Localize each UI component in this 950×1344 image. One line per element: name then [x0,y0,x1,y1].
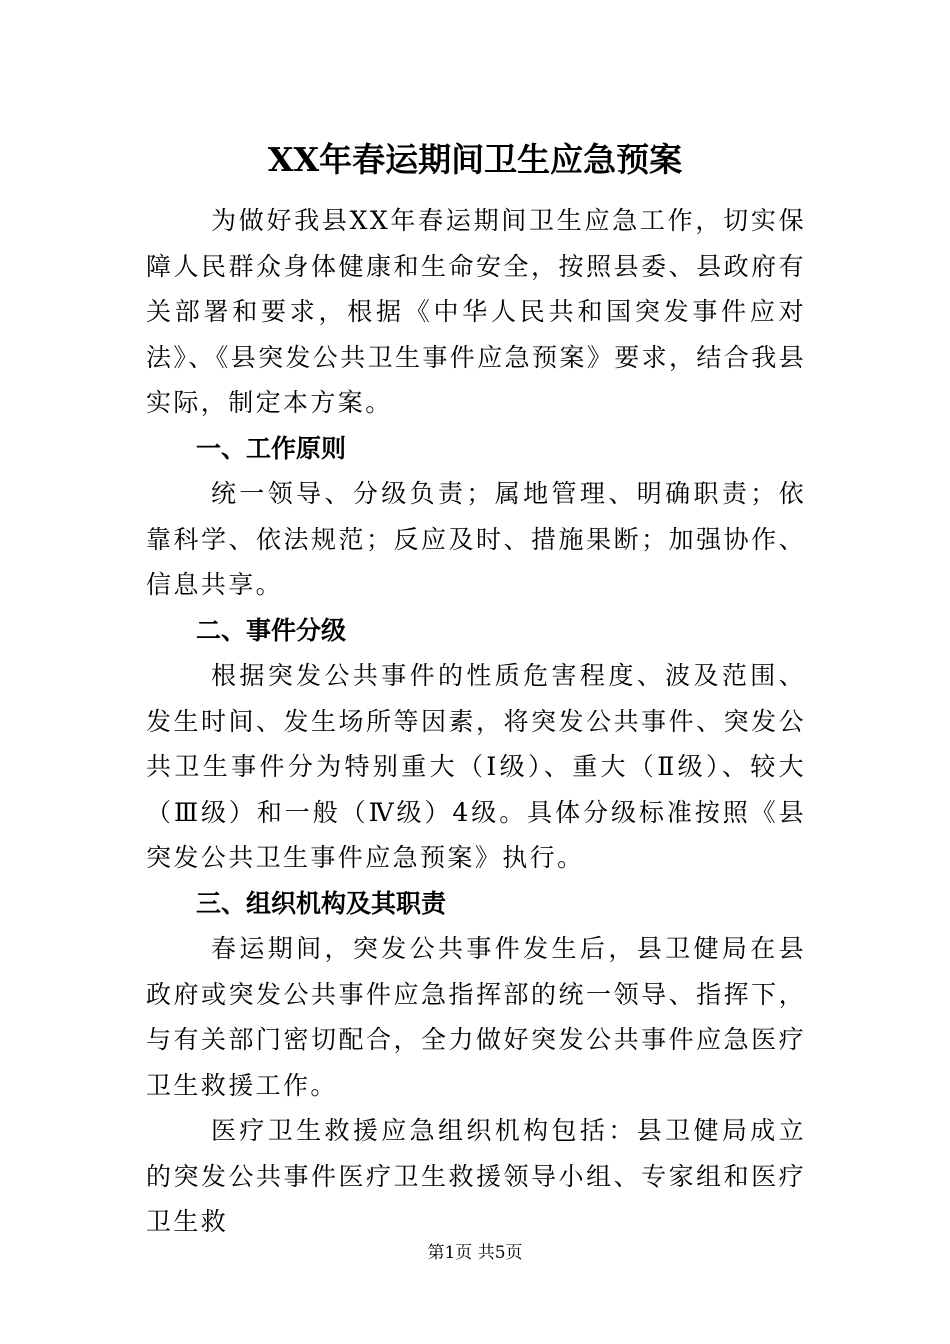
document-body [146,198,806,1245]
paragraph-grading: 根据突发公共事件的性质危害程度、波及范围、发生时间、发生场所等因素，将突发公共事件、突发公共卫生事件分为特别重大（Ⅰ级）、重大（Ⅱ级）、较大（Ⅲ级）和一般（Ⅳ级）4级。具体分级标准按照《县突发公共卫生事件应急预案》执行。 [146,661,806,872]
paragraph-organization: 春运期间，突发公共事件发生后，县卫健局在县政府或突发公共事件应急指挥部的统一领导、指挥下，与有关部门密切配合，全力做好突发公共事件应急医疗卫生救援工作。 [146,934,806,1100]
section-heading-organization: 三、组织机构及其职责 [196,888,447,918]
document-title: XX年春运期间卫生应急预案 [267,140,683,179]
section-heading-grading: 二、事件分级 [196,615,347,645]
paragraph-principles: 统一领导、分级负责；属地管理、明确职责；依靠科学、依法规范；反应及时、措施果断；加强协作、信息共享。 [146,479,806,599]
page-number: 第1页 共5页 [427,1243,523,1263]
paragraph-intro: 为做好我县XX年春运期间卫生应急工作，切实保障人民群众身体健康和生命安全，按照县委、县政府有关部署和要求，根据《中华人民共和国突发事件应对法》、《县突发公共卫生事件应急预案》要求，结合我县实际，制定本方案。 [146,206,807,417]
section-heading-principles: 一、工作原则 [196,433,347,463]
paragraph-organization-structure: 医疗卫生救援应急组织机构包括：县卫健局成立的突发公共事件医疗卫生救援领导小组、专家组和医疗卫生救 [146,1116,806,1236]
